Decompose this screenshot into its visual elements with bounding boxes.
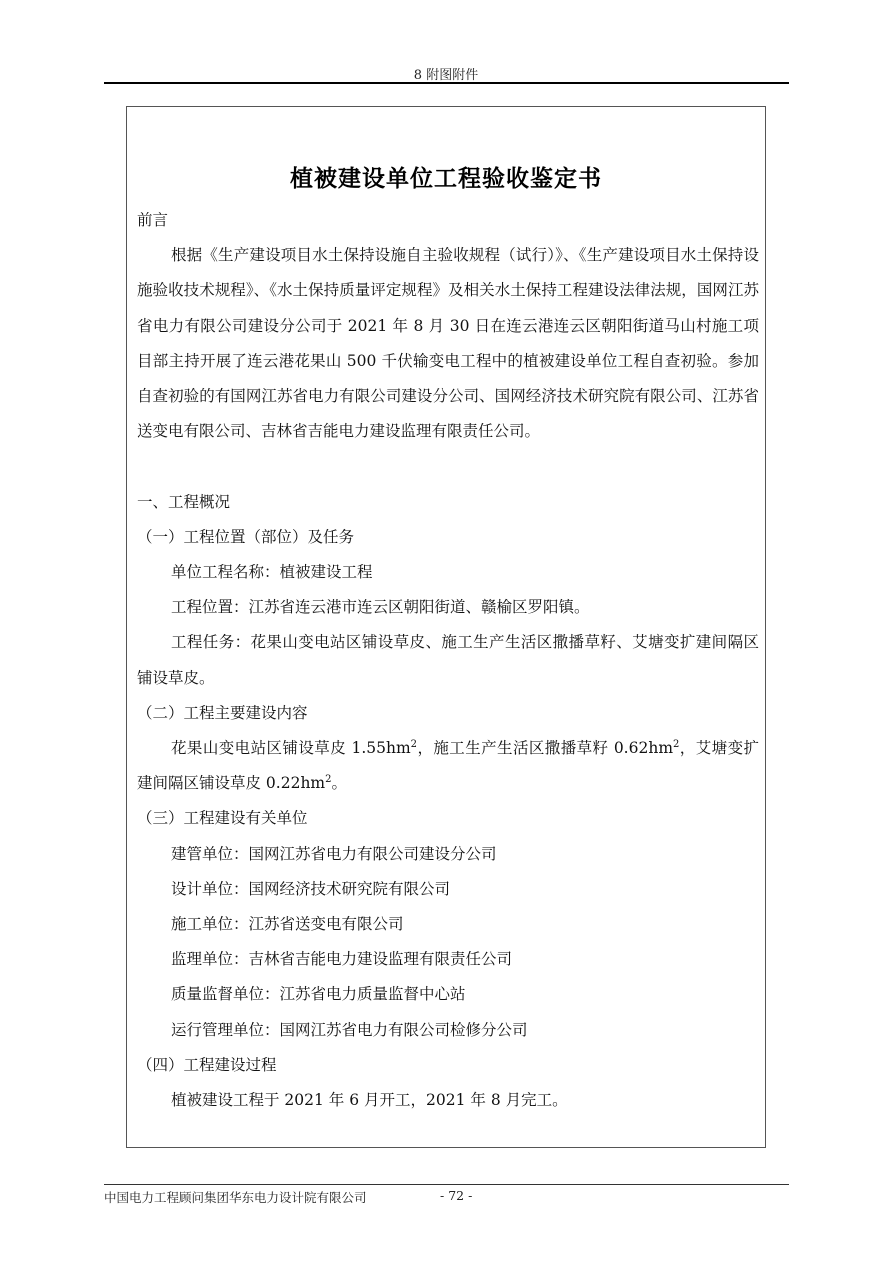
- page-number: - 72 -: [440, 1188, 473, 1203]
- project-location: 工程位置：江苏省连云港市连云区朝阳街道、赣榆区罗阳镇。: [171, 598, 590, 617]
- section-heading-overview: 一、工程概况: [137, 492, 231, 511]
- document-body: [137, 203, 759, 1118]
- unit-design: 设计单位：国网经济技术研究院有限公司: [171, 879, 451, 898]
- page-header: 8 附图附件: [413, 68, 479, 83]
- unit-operation-management: 运行管理单位：国网江苏省电力有限公司检修分公司: [171, 1020, 528, 1039]
- preface-paragraph: 根据《生产建设项目水土保持设施自主验收规程（试行）》、《生产建设项目水土保持设施验收技术规程》、《水土保持质量评定规程》及相关水土保持工程建设法律法规，国网江苏省电力有限公司建设分公司于 2021 年 8 月 30 日在连云港连云区朝阳街道马山村施工项目部主持开展了连云港花果山 500 千伏输变电工程中的植被建设单位工程自查初验。参加自查初验的有国网江苏省电力有限公司建设分公司、国网经济技术研究院有限公司、江苏省送变电有限公司、吉林省吉能电力建设监理有限责任公司。: [137, 246, 759, 441]
- construction-process: 植被建设工程于 2021 年 6 月开工，2021 年 8 月完工。: [171, 1091, 568, 1110]
- project-task: 工程任务：花果山变电站区铺设草皮、施工生产生活区撒播草籽、艾塘变扩建间隔区铺设草皮。: [137, 633, 759, 687]
- document-title: 植被建设单位工程验收鉴定书: [290, 165, 602, 192]
- unit-contractor: 施工单位：江苏省送变电有限公司: [171, 915, 404, 934]
- subsection-heading-content: （二）工程主要建设内容: [137, 703, 308, 722]
- header-divider: [104, 82, 789, 84]
- subsection-heading-process: （四）工程建设过程: [137, 1055, 277, 1074]
- subsection-heading-units: （三）工程建设有关单位: [137, 809, 308, 828]
- footer-divider: [104, 1184, 789, 1185]
- unit-construction-management: 建管单位：国网江苏省电力有限公司建设分公司: [171, 844, 497, 863]
- unit-project-name: 单位工程名称：植被建设工程: [171, 563, 373, 582]
- subsection-heading-location: （一）工程位置（部位）及任务: [137, 527, 355, 546]
- spacer: [137, 449, 759, 484]
- unit-quality-supervision: 质量监督单位：江苏省电力质量监督中心站: [171, 985, 466, 1004]
- preface-label: 前言: [137, 211, 169, 229]
- footer-organization: 中国电力工程顾问集团华东电力设计院有限公司: [104, 1190, 367, 1205]
- construction-content: 花果山变电站区铺设草皮 $1.55hm^2$，施工生产生活区撒播草籽 $0.62hm^2$，艾塘变扩建间隔区铺设草皮 $0.22hm^2$。: [137, 738, 759, 793]
- unit-supervision: 监理单位：吉林省吉能电力建设监理有限责任公司: [171, 950, 513, 969]
